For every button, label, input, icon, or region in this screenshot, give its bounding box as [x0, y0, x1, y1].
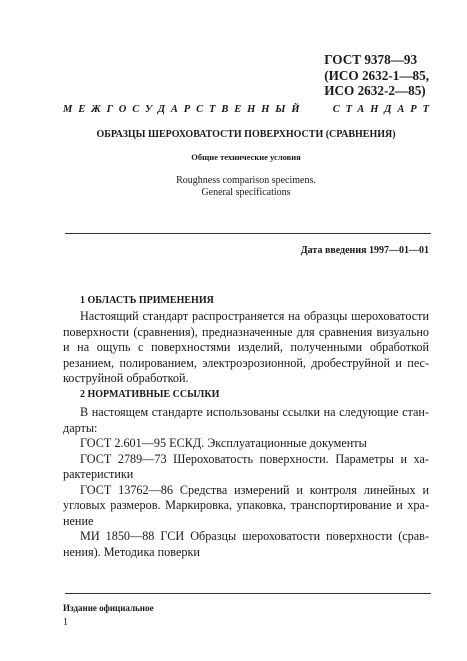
standard-code-line: ИСО 2632-2—85) [324, 83, 426, 98]
paragraph-line: и на ощупь с поверхностями изделий, полученными обработкой [63, 340, 429, 354]
page-number: 1 [63, 617, 68, 628]
english-title-line: Roughness comparison specimens. [176, 175, 316, 186]
section-1-heading: 1 ОБЛАСТЬ ПРИМЕНЕНИЯ [80, 295, 214, 306]
reference-line: МИ 1850—88 ГСИ Образцы шероховатости поверхности (срав- [80, 529, 429, 543]
standard-code [324, 52, 429, 99]
paragraph-line: дарты: [63, 420, 98, 435]
english-title-line: General specifications [201, 187, 291, 198]
reference-line: рактеристики [63, 467, 134, 481]
section-2-heading: 2 НОРМАТИВНЫЕ ССЫЛКИ [80, 389, 220, 400]
top-divider [65, 233, 431, 234]
standard-code-line: (ИСО 2632-1—85, [324, 67, 429, 83]
effective-date: Дата введения 1997—01—01 [300, 245, 429, 256]
document-subtitle: Общие технические условия [191, 152, 301, 162]
paragraph-line: коструйной обработкой. [63, 371, 189, 385]
header-right: СТАНДАРТ [332, 104, 435, 115]
standard-code-line: ГОСТ 9378—93 [324, 52, 418, 67]
section-1-paragraph [63, 309, 429, 387]
paragraph-line: Настоящий стандарт распространяется на образцы шероховатости [80, 309, 429, 323]
english-title [63, 175, 429, 199]
section-2-paragraph [63, 405, 429, 560]
reference-line: угловых размеров. Маркировка, упаковка, транспортирование и хра- [63, 498, 429, 512]
edition-note: Издание официальное [63, 603, 154, 613]
reference-line: нение [63, 513, 94, 528]
paragraph-line: резанием, полированием, электроэрозионной, дробеструйной и пес- [63, 355, 429, 370]
bottom-divider [65, 593, 431, 594]
reference-line: ГОСТ 13762—86 Средства измерений и контроля линейных и [80, 482, 429, 497]
reference-line: ГОСТ 2.601—95 ЕСКД. Эксплуатационные документы [80, 436, 367, 450]
paragraph-line: поверхности (сравнения), предназначенные для сравнения визуально [63, 324, 429, 339]
standard-type-header [63, 104, 435, 115]
reference-line: ГОСТ 2789—73 Шероховатость поверхности. Параметры и ха- [80, 451, 429, 466]
header-left: МЕЖГОСУДАРСТВЕННЫЙ [63, 104, 306, 115]
paragraph-line: В настоящем стандарте использованы ссылки на следующие стан- [80, 405, 429, 419]
reference-line: нения). Методика поверки [63, 544, 200, 559]
document-title: ОБРАЗЦЫ ШЕРОХОВАТОСТИ ПОВЕРХНОСТИ (СРАВНЕНИЯ) [96, 129, 396, 140]
